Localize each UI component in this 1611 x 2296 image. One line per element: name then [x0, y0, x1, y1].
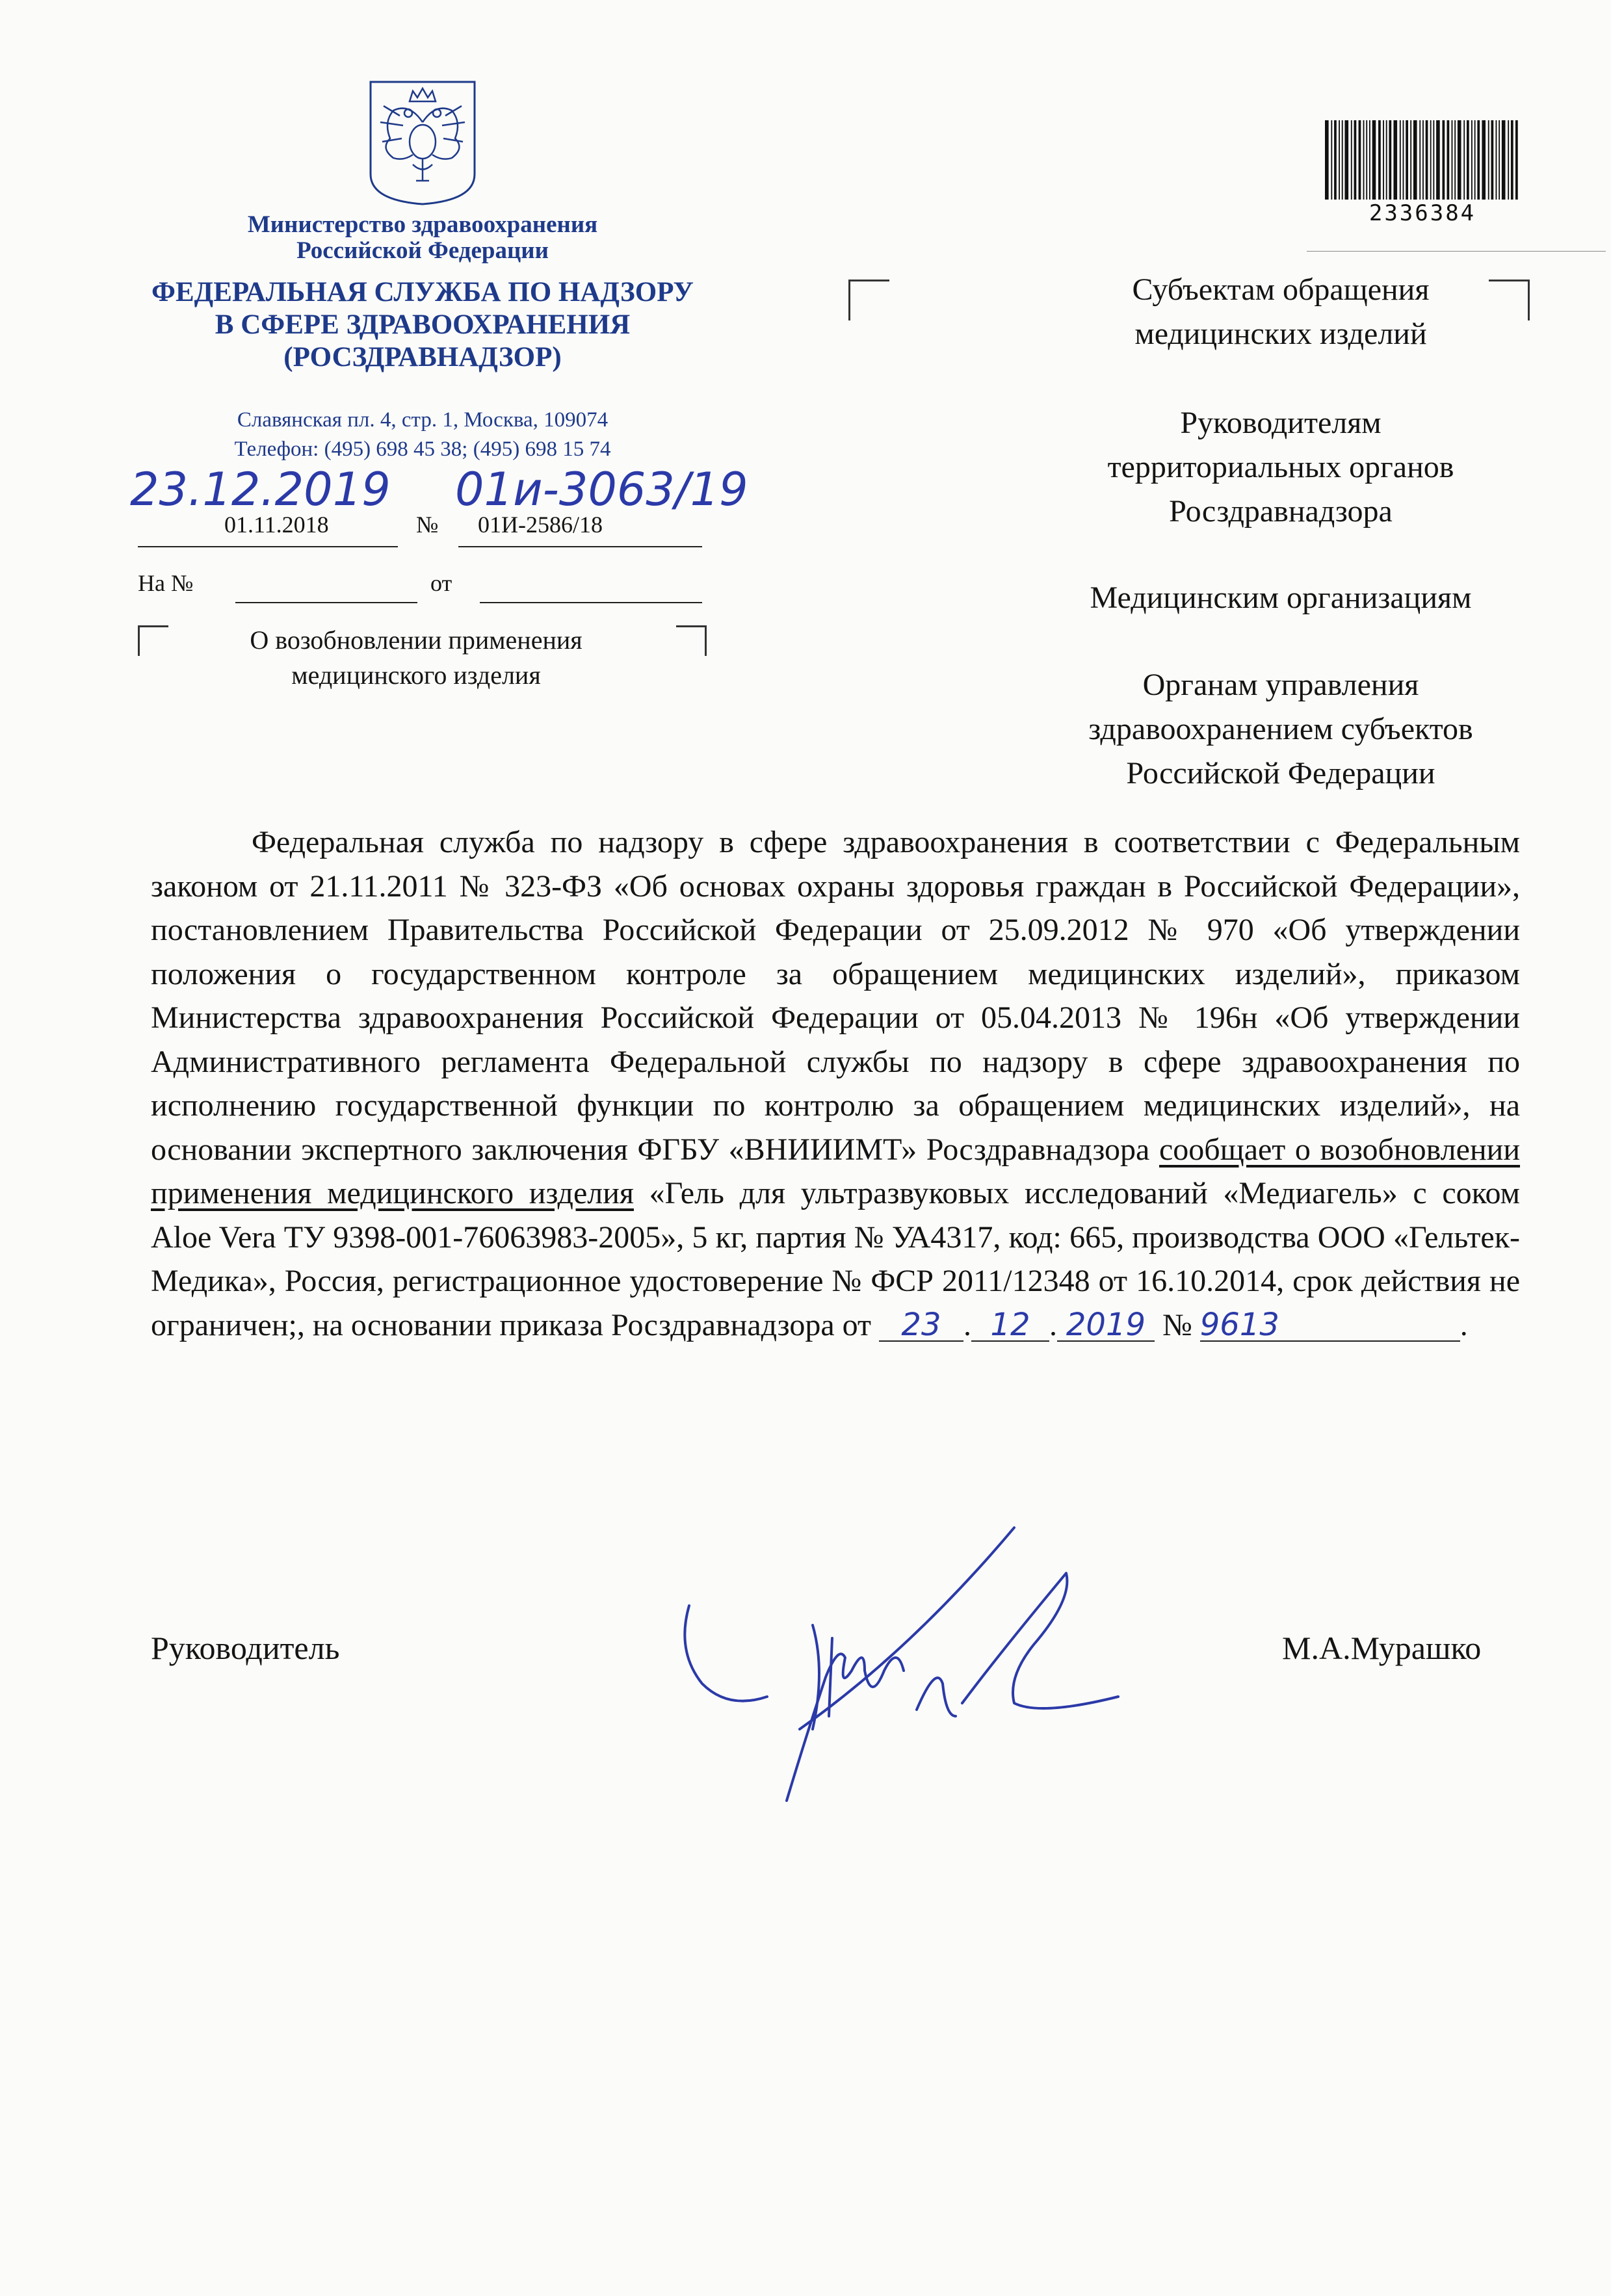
- reply-from-date-blank: [480, 602, 702, 603]
- barcode-bar: [1482, 120, 1486, 200]
- ministry-line-1: Министерство здравоохранения: [247, 211, 598, 238]
- reply-to-label: На №: [138, 570, 194, 596]
- closing-dot: .: [1460, 1307, 1468, 1342]
- barcode-bar: [1511, 120, 1513, 200]
- barcode-bar: [1378, 120, 1381, 200]
- handwritten-registration-date: 23.12.2019: [130, 463, 391, 516]
- barcode-bar: [1436, 120, 1440, 200]
- body-underlined-statement: сообщает о возобновлении применения медицинского изделия: [151, 1132, 1521, 1210]
- reply-from-label: от: [430, 570, 452, 596]
- barcode-bar: [1433, 120, 1434, 200]
- addressee-2-line-2: территориальных органов: [1107, 450, 1454, 485]
- service-line-2: В СФЕРЕ ЗДРАВООХРАНЕНИЯ: [215, 309, 631, 340]
- barcode-bar: [1515, 120, 1518, 200]
- service-name: [130, 276, 715, 374]
- barcode-bar: [1363, 120, 1365, 200]
- ministry-name: [130, 212, 715, 264]
- barcode-bar: [1496, 120, 1497, 200]
- barcode-bar: [1454, 120, 1456, 200]
- barcode-bar: [1359, 120, 1361, 200]
- barcode-bar: [1467, 120, 1469, 200]
- barcode-bar: [1442, 120, 1445, 200]
- barcode-bar: [1372, 120, 1376, 200]
- service-phone: Телефон: (495) 698 45 38; (495) 698 15 74: [234, 437, 611, 461]
- order-day: 23: [879, 1309, 963, 1342]
- order-number-sign: №: [1154, 1307, 1200, 1342]
- addressee-4-line-3: Российской Федерации: [1126, 756, 1435, 791]
- barcode-bar: [1369, 120, 1370, 200]
- barcode-bar: [1366, 120, 1367, 200]
- barcode-bar: [1447, 120, 1450, 200]
- service-line-1: ФЕДЕРАЛЬНАЯ СЛУЖБА ПО НАДЗОРУ: [151, 277, 694, 307]
- subject-corner-right: [676, 625, 707, 656]
- barcode-bar: [1389, 120, 1391, 200]
- barcode-bar: [1400, 120, 1401, 200]
- addressee-2: [930, 401, 1611, 534]
- barcode-bar: [1354, 120, 1357, 200]
- barcode-bar: [1419, 120, 1421, 200]
- barcode-bar: [1499, 120, 1500, 200]
- addressee-1-line-1: Субъектам обращения: [1132, 272, 1430, 307]
- barcode-bar: [1463, 120, 1465, 200]
- number-sign: №: [416, 512, 439, 538]
- subject-line-2: медицинского изделия: [291, 660, 541, 690]
- signatory-name: М.А.Мурашко: [1282, 1630, 1482, 1666]
- barcode-rule: [1307, 251, 1606, 252]
- barcode-bar: [1508, 120, 1509, 200]
- subject-corner-left: [138, 625, 168, 656]
- order-number: 9613: [1200, 1309, 1460, 1342]
- signatory-position: Руководитель: [151, 1630, 340, 1666]
- barcode-bar: [1452, 120, 1453, 200]
- addressee-2-line-1: Руководителям: [1180, 406, 1382, 440]
- barcode-bar: [1325, 120, 1329, 200]
- body-part-1: Федеральная служба по надзору в сфере здравоохранения в соответствии с Федеральным законом от 21.11.2011 № 323-ФЗ «Об основах охраны здоровья граждан в Российской Федерации», постановлением Правительства Российской Федерации от 25.09.2012 № 970 «Об утверждении положения о государственном контроле за обращением медицинских изделий», приказом Министерства здравоохранения Российской Федерации от 05.04.2013 № 196н «Об утверждении Административного регламента Федеральной службы по надзору в сфере здравоохранения по исполнению государственной функции по контролю за обращением медицинских изделий», на основании экспертного заключения ФГБУ «ВНИИИМТ» Росздравнадзора: [151, 825, 1520, 1167]
- barcode-bar: [1426, 120, 1428, 200]
- addressee-4-line-1: Органам управления: [1142, 668, 1419, 702]
- date-underline: [138, 546, 398, 547]
- barcode-bar: [1339, 120, 1340, 200]
- barcode-bar: [1491, 120, 1493, 200]
- outgoing-date: 01.11.2018: [224, 512, 329, 538]
- barcode-bar: [1331, 120, 1332, 200]
- addressee-4-line-2: здравоохранением субъектов: [1088, 712, 1473, 747]
- addressee-1: [930, 268, 1611, 356]
- addressee-3-line-1: Медицинским организациям: [1090, 581, 1472, 615]
- barcode-bar: [1413, 120, 1417, 200]
- barcode-bar: [1458, 120, 1461, 200]
- subject-line-1: О возобновлении применения: [250, 625, 583, 655]
- barcode-bar: [1342, 120, 1343, 200]
- barcode-bar: [1393, 120, 1397, 200]
- service-address: Славянская пл. 4, стр. 1, Москва, 109074: [237, 408, 609, 432]
- barcode-bar: [1474, 120, 1476, 200]
- barcode-number: 2336384: [1369, 200, 1476, 226]
- handwritten-signature-icon: [650, 1521, 1157, 1833]
- body-part-2: «Гель для ультразвуковых исследований «Медиагель» с соком Aloe Vera ТУ 9398-001-76063983-2005», 5 кг, партия № УА4317, код: 665, производства ООО «Гельтек-Медика», Россия, регистрационное удостоверение № ФСР 2011/12348 от 16.10.2014, срок действия не ограничен;, на основании приказа Росздравнадзора от: [151, 1176, 1521, 1342]
- barcode-bar: [1383, 120, 1384, 200]
- reply-to-number-blank: [235, 602, 417, 603]
- barcode-bar: [1430, 120, 1432, 200]
- outgoing-number: 01И-2586/18: [478, 512, 603, 538]
- addressee-1-line-2: медицинских изделий: [1134, 317, 1427, 352]
- letter-subject: [169, 623, 663, 693]
- number-underline: [458, 546, 702, 547]
- addressee-3: [930, 576, 1611, 620]
- addressee-4: [930, 663, 1611, 796]
- barcode-bar: [1334, 120, 1337, 200]
- barcode-icon: [1325, 120, 1520, 200]
- barcode-bar: [1410, 120, 1411, 200]
- barcode-bar: [1351, 120, 1352, 200]
- addressee-2-line-3: Росздравнадзора: [1169, 494, 1393, 529]
- coat-of-arms-emblem-icon: [364, 77, 481, 207]
- addressee-corner-left: [848, 280, 889, 320]
- barcode-bar: [1386, 120, 1387, 200]
- barcode-bar: [1502, 120, 1506, 200]
- barcode-bar: [1344, 120, 1348, 200]
- barcode-bar: [1471, 120, 1473, 200]
- barcode-bar: [1406, 120, 1408, 200]
- ministry-line-2: Российской Федерации: [296, 237, 549, 264]
- barcode-bar: [1477, 120, 1480, 200]
- barcode-bar: [1403, 120, 1404, 200]
- order-year: 2019: [1057, 1309, 1155, 1342]
- handwritten-registration-number: 01и-3063/19: [455, 463, 748, 516]
- barcode-bar: [1422, 120, 1424, 200]
- letter-body: Федеральная служба по надзору в сфере здравоохранения в соответствии с Федеральным законом от 21.11.2011 № 323-ФЗ «Об основах охраны здоровья граждан в Российской Федерации», постановлением Правительства Российской Федерации от 25.09.2012 № 970 «Об утверждении положения о государственном контроле за обращением медицинских изделий», приказом Министерства здравоохранения Российской Федерации от 05.04.2013 № 196н «Об утверждении Административного регламента Федеральной службы по надзору в сфере здравоохранения по исполнению государственной функции по контролю за обращением медицинских изделий», на основании экспертного заключения ФГБУ «ВНИИИМТ» Росздравнадзора сообщает о возобновлении применения медицинского изделия «Гель для ультразвуковых исследований «Медиагель» с соком Aloe Vera ТУ 9398-001-76063983-2005», 5 кг, партия № УА4317, код: 665, производства ООО «Гельтек-Медика», Россия, регистрационное удостоверение № ФСР 2011/12348 от 16.10.2014, срок действия не ограничен;, на основании приказа Росздравнадзора от 23 . 12 . 2019 № 9613 .: [151, 825, 1521, 1343]
- service-line-3: (РОСЗДРАВНАДЗОР): [283, 341, 562, 372]
- barcode-bar: [1488, 120, 1489, 200]
- order-month: 12: [971, 1309, 1049, 1342]
